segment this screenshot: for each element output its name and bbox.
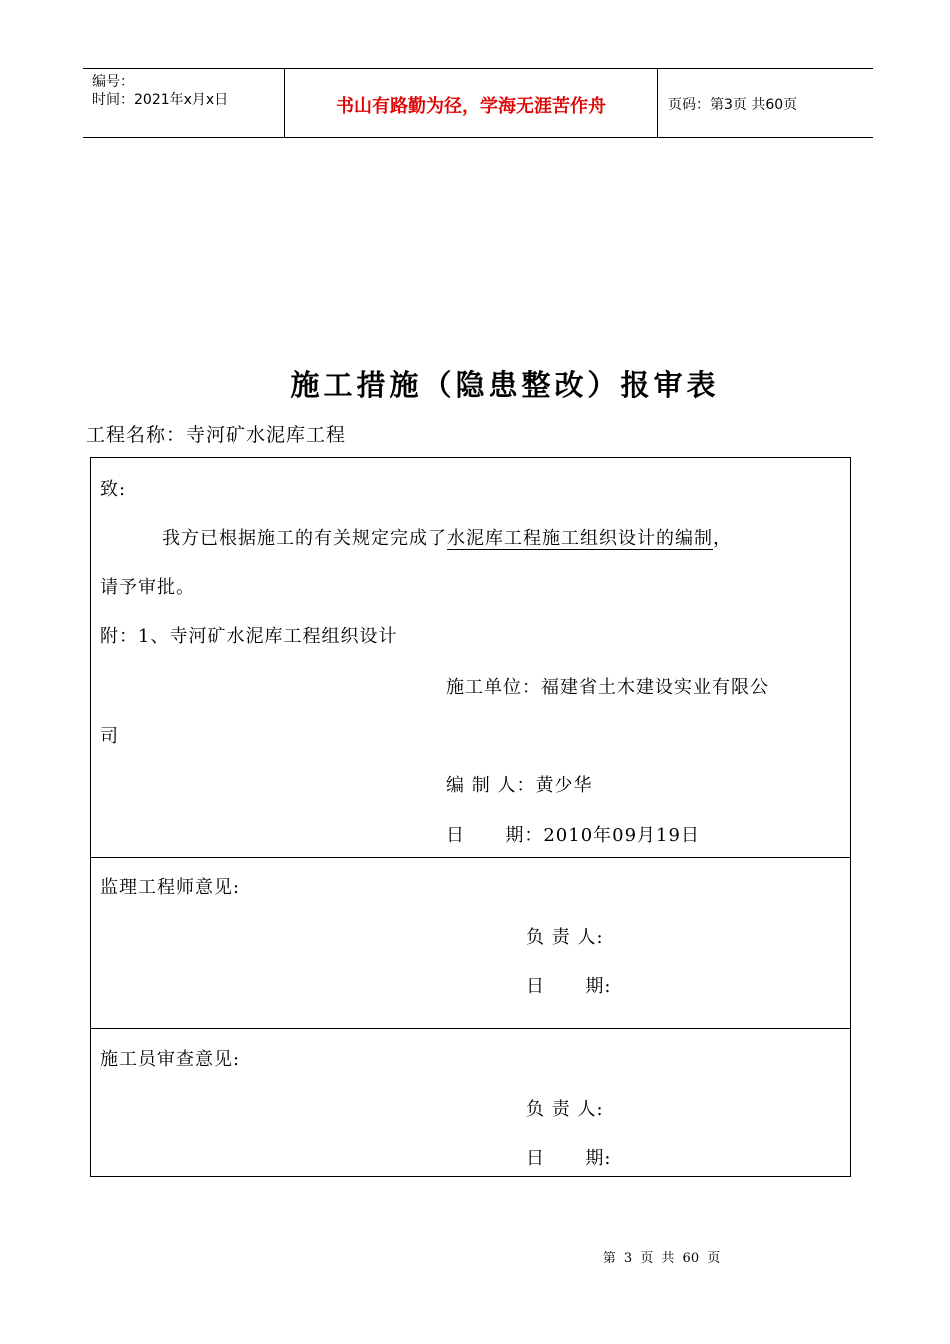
supervisor-date: 日 期:: [526, 976, 612, 997]
request-body-underlined-1: 水泥库工程施工组织: [447, 528, 618, 549]
page-title: 施工措施（隐患整改）报审表: [290, 368, 720, 402]
page-header: [83, 68, 873, 138]
header-meta: [92, 73, 228, 109]
date-line: [446, 821, 700, 847]
constructor-opinion-title: 施工员审查意见:: [100, 1049, 241, 1070]
construction-unit-cont: 司: [100, 726, 119, 747]
request-body-suffix: ，: [713, 528, 732, 549]
number-label: 编号：: [92, 74, 134, 90]
header-divider: [657, 69, 658, 137]
request-body: [162, 524, 732, 550]
request-body-prefix: 我方已根据施工的有关规定完成了: [162, 528, 447, 549]
supervisor-responsible: 负 责 人:: [526, 927, 604, 948]
time-label: 时间：2021年x月x日: [92, 92, 229, 108]
construction-unit: 施工单位：福建省土木建设实业有限公: [446, 677, 769, 698]
header-page-label: 页码：第3页 共60页: [668, 97, 798, 113]
supervisor-opinion-title: 监理工程师意见:: [100, 877, 241, 898]
page-footer: 第 3 页 共 60 页: [602, 1251, 721, 1266]
row-divider: [91, 857, 850, 858]
header-motto: 书山有路勤为径，学海无涯苦作舟: [336, 96, 606, 117]
request-body-line2: 请予审批。: [100, 577, 195, 598]
attachment-line: 附：1、寺河矿水泥库工程组织设计: [100, 626, 398, 647]
addressee-label: 致:: [100, 479, 127, 500]
compiler-line: 编 制 人：黄少华: [446, 775, 593, 796]
constructor-responsible: 负 责 人:: [526, 1099, 604, 1120]
date-label: 日 期：: [446, 825, 544, 846]
project-name: 工程名称：寺河矿水泥库工程: [86, 424, 347, 446]
constructor-date: 日 期:: [526, 1148, 612, 1169]
row-divider: [91, 1028, 850, 1029]
review-form-table: [90, 457, 851, 1177]
request-body-underlined-2: 设计的编制: [618, 528, 713, 549]
date-value: 2010年09月19日: [543, 825, 700, 846]
